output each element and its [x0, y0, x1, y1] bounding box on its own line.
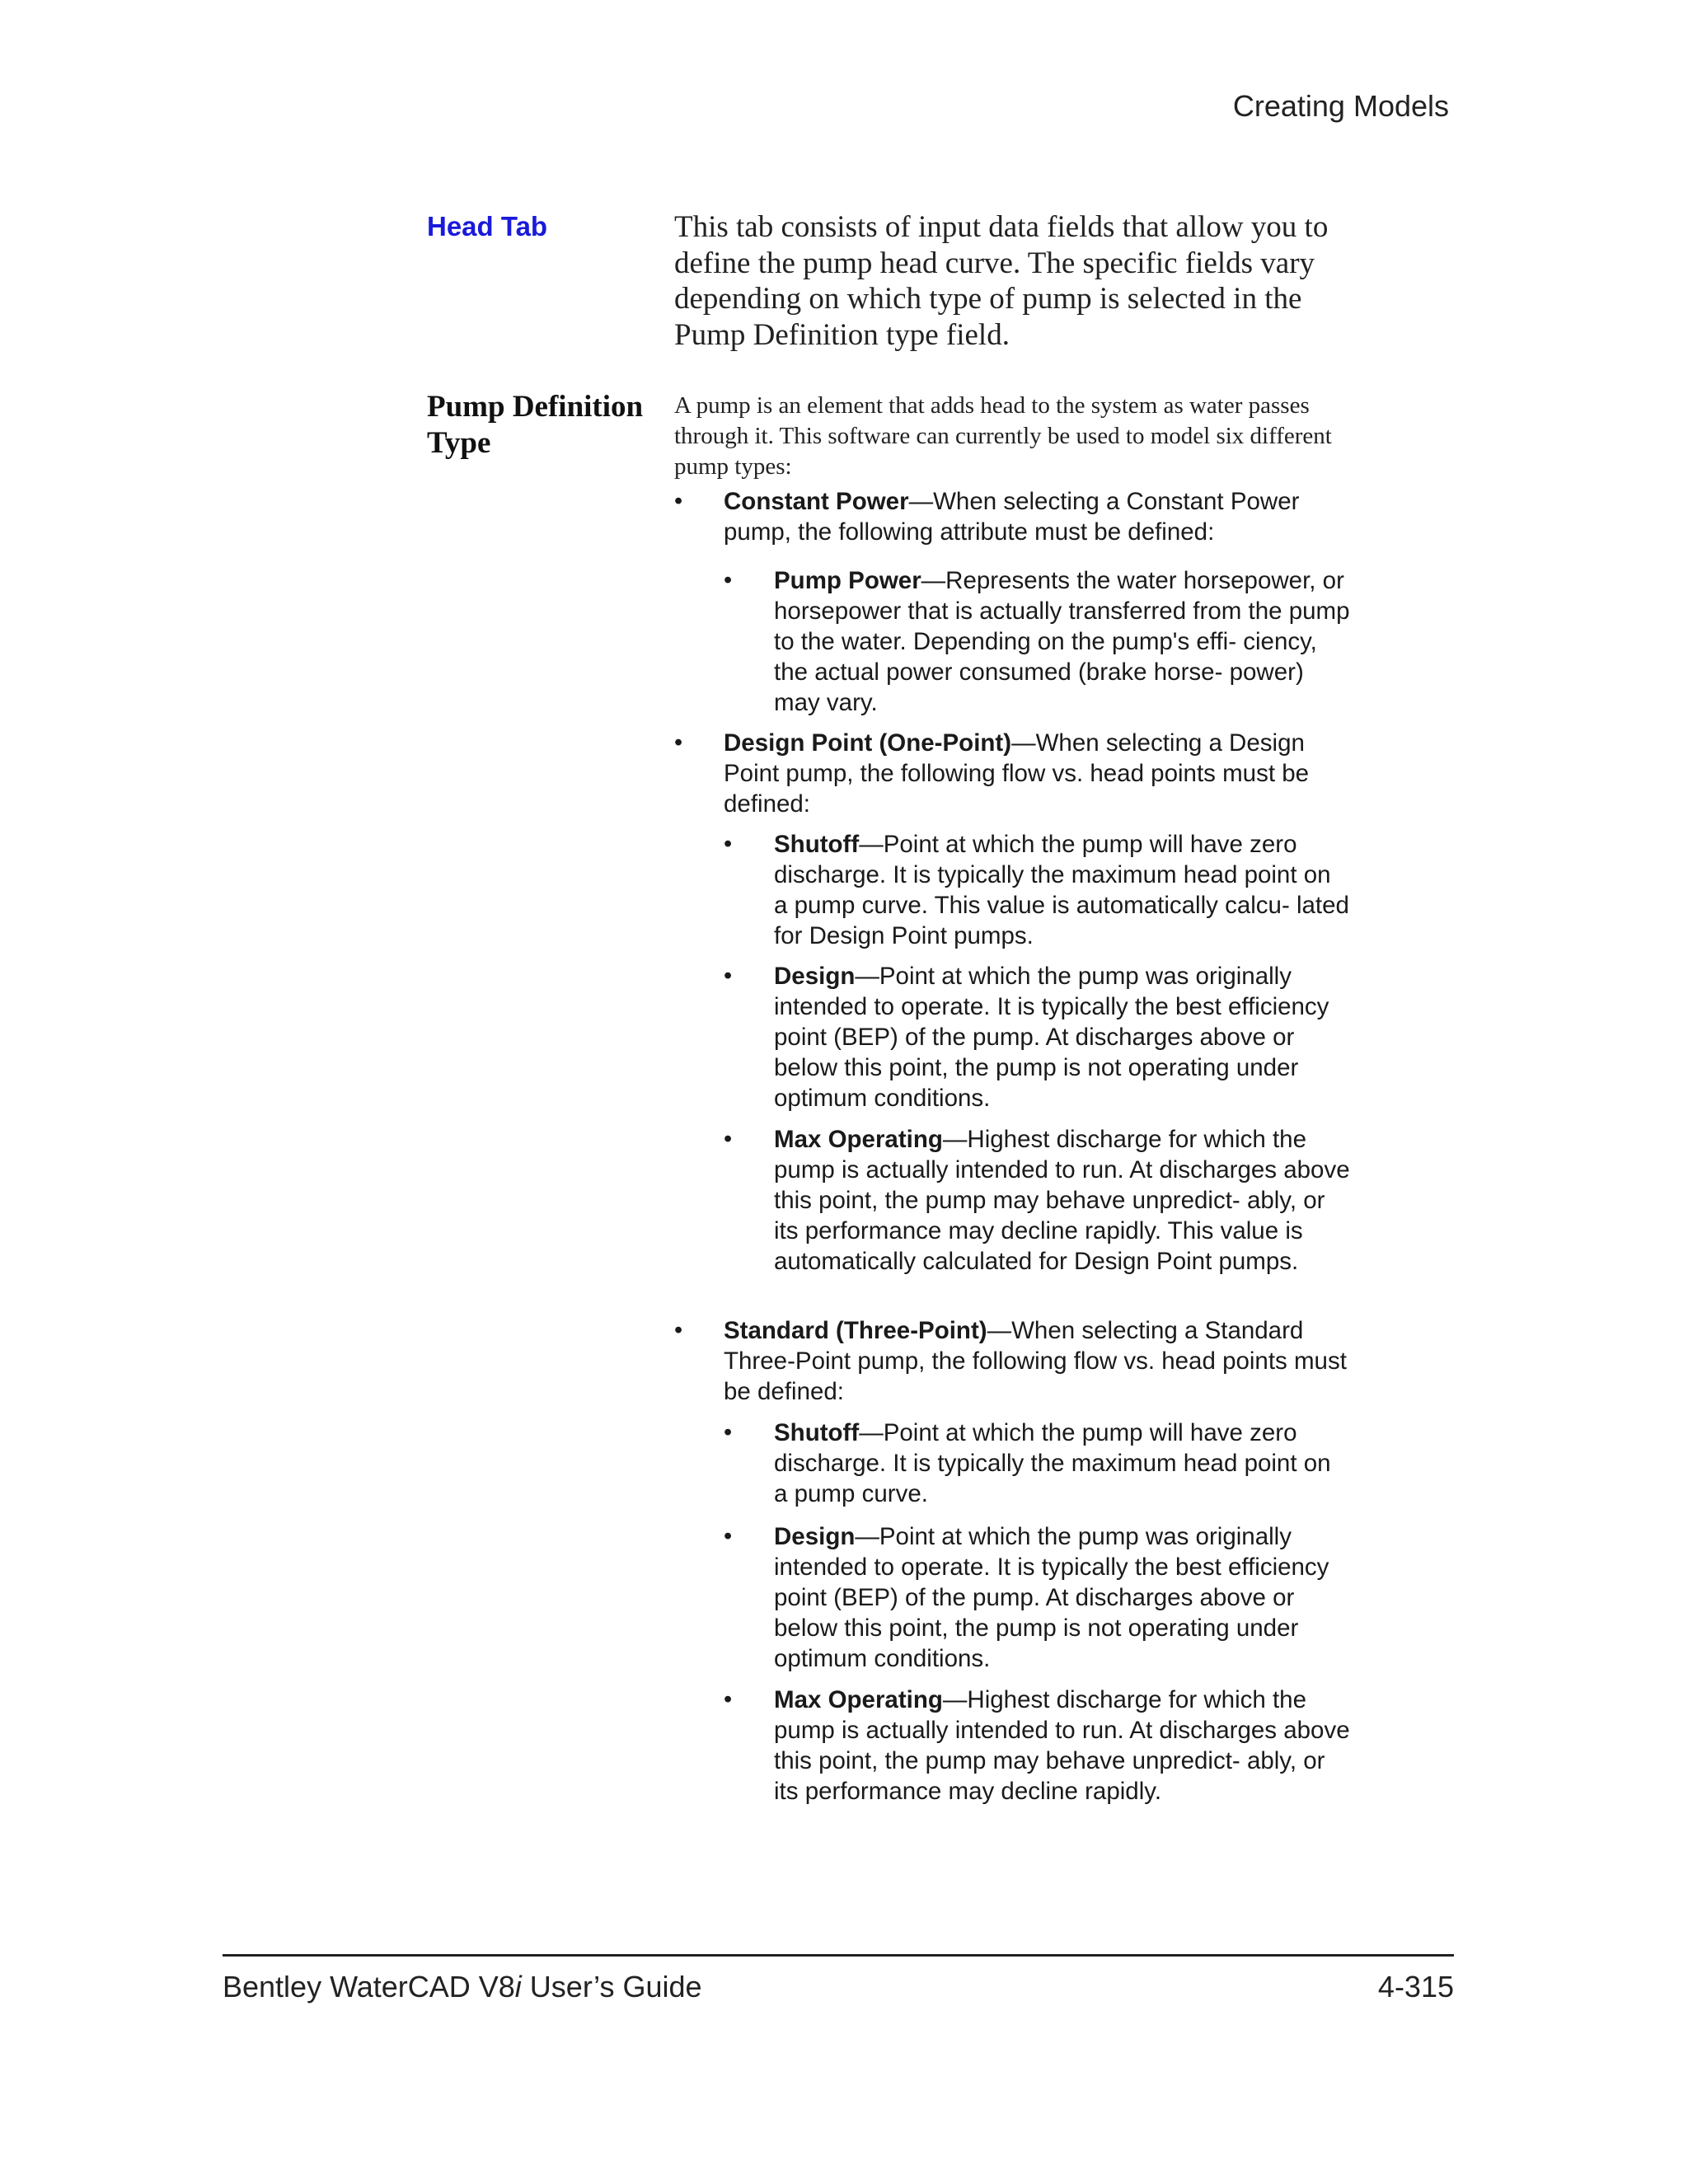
item-text: —When selecting a Standard Three-Point pump, the following flow vs. head points must be defined: — [724, 1317, 1347, 1405]
list-item — [674, 486, 1350, 547]
page-number: 4-315 — [1377, 1970, 1454, 2004]
bullet-icon: • — [724, 1126, 733, 1152]
list-item — [674, 1315, 1350, 1407]
head-tab-heading: Head Tab — [427, 211, 548, 241]
bullet-icon: • — [674, 488, 683, 514]
bullet-icon: • — [674, 1317, 683, 1343]
list-item — [674, 728, 1350, 819]
footer-title-prefix: Bentley WaterCAD V8 — [223, 1970, 515, 2004]
footer-title-italic: i — [514, 1970, 522, 2004]
list-item — [724, 829, 1351, 951]
item-term: Design — [774, 963, 856, 990]
bullet-icon: • — [724, 567, 733, 593]
item-text: —Represents the water horsepower, or horsepower that is actually transferred from the pump to the water. Depending on the pump's effi- ciency, the actual power consumed (brake horse- power) may vary. — [774, 567, 1350, 716]
list-item — [724, 1418, 1351, 1509]
item-term: Design — [774, 1523, 856, 1550]
list-item — [724, 1124, 1351, 1277]
item-term: Pump Power — [774, 567, 921, 594]
item-term: Shutoff — [774, 1419, 860, 1446]
list-item — [724, 961, 1351, 1113]
item-term: Max Operating — [774, 1126, 943, 1153]
head-tab-description: This tab consists of input data fields that allow you to define the pump head curve. The specific fields vary depending on which type of pump is selected in the Pump Definition type field. — [674, 210, 1329, 352]
bullet-icon: • — [674, 729, 683, 756]
item-text: —Point at which the pump will have zero discharge. It is typically the maximum head point on a pump curve. This value is automatically calcu- lated for Design Point pumps. — [774, 831, 1349, 949]
item-term: Shutoff — [774, 831, 860, 858]
list-item — [724, 565, 1351, 718]
item-text: —Point at which the pump will have zero discharge. It is typically the maximum head point on a pump curve. — [774, 1419, 1331, 1507]
item-text: —When selecting a Design Point pump, the following flow vs. head points must be defined: — [724, 729, 1310, 818]
bullet-icon: • — [724, 1523, 733, 1549]
bullet-icon: • — [724, 1419, 733, 1446]
item-text: —Point at which the pump was originally intended to operate. It is typically the best efficiency point (BEP) of the pump. At discharges above or below this point, the pump is not operating under optimum conditions. — [774, 1523, 1329, 1672]
item-term: Max Operating — [774, 1686, 943, 1713]
item-text: —Point at which the pump was originally intended to operate. It is typically the best efficiency point (BEP) of the pump. At discharges above or below this point, the pump is not operating under optimum conditions. — [774, 963, 1329, 1112]
footer-divider — [223, 1954, 1454, 1957]
footer-guide-title — [223, 1970, 702, 2004]
item-term: Constant Power — [724, 488, 909, 515]
pump-definition-heading: Pump Definition Type — [427, 390, 644, 460]
item-text: —Highest discharge for which the pump is actually intended to run. At discharges above this point, the pump may behave unpredict- ably, or its performance may decline rapidly. — [774, 1686, 1350, 1805]
footer-title-suffix: User’s Guide — [521, 1970, 702, 2004]
item-term: Standard (Three-Point) — [724, 1317, 987, 1344]
pump-definition-intro: A pump is an element that adds head to the system as water passes through it. This software can currently be used to model six different pump types: — [674, 392, 1332, 480]
list-item — [724, 1685, 1351, 1807]
list-item — [724, 1521, 1351, 1674]
bullet-icon: • — [724, 831, 733, 857]
item-term: Design Point (One-Point) — [724, 729, 1012, 757]
item-text: —When selecting a Constant Power pump, the following attribute must be defined: — [724, 488, 1300, 546]
bullet-icon: • — [724, 1686, 733, 1713]
bullet-icon: • — [724, 963, 733, 989]
item-text: —Highest discharge for which the pump is actually intended to run. At discharges above this point, the pump may behave unpredict- ably, or its performance may decline rapidly. This value is automatically calculated for Design Point pumps. — [774, 1126, 1350, 1275]
running-header: Creating Models — [1232, 89, 1449, 123]
